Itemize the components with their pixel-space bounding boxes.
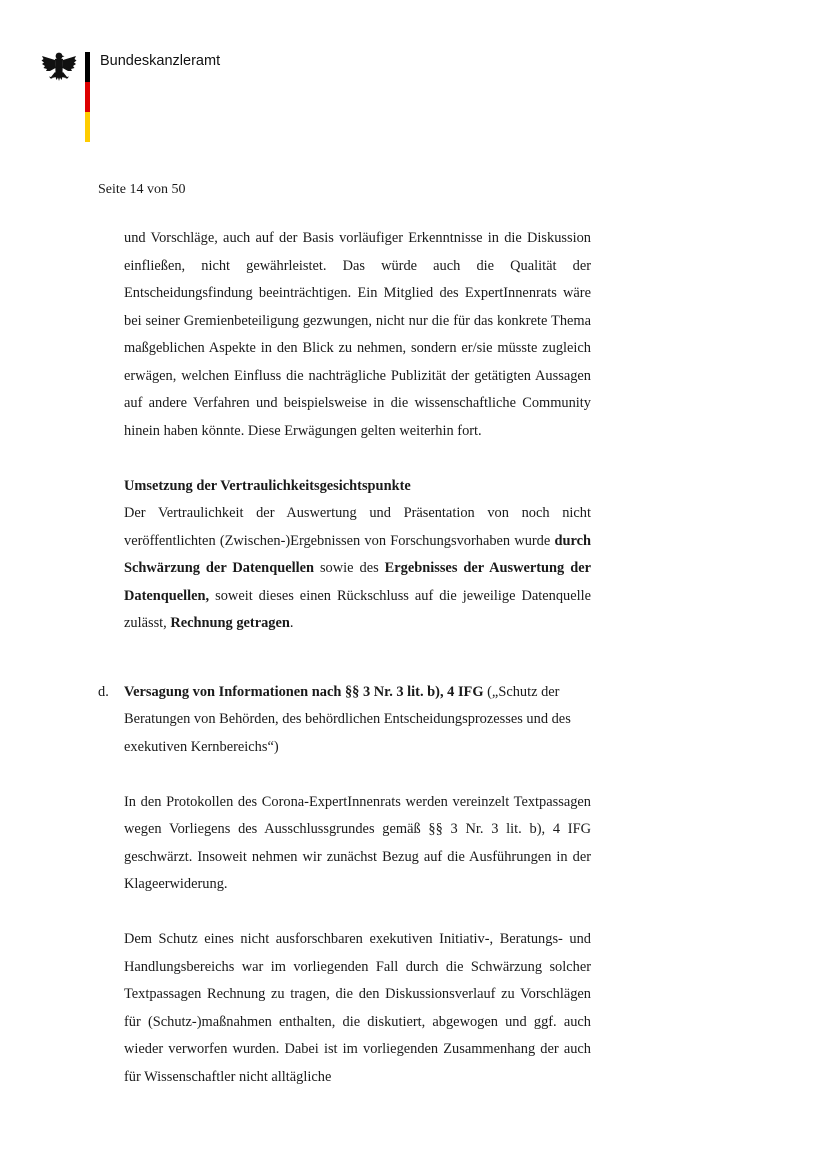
organization-name: Bundeskanzleramt bbox=[100, 53, 221, 69]
text-segment: („Schutz der Beratungen von Behörden, des behördlichen Entscheidungsprozesses und des exekutiven Kernbereichs“) bbox=[124, 683, 571, 755]
paragraph-4: Dem Schutz eines nicht ausforschbaren exekutiven Initiativ-, Beratungs- und Handlungsbereichs war im vorliegenden Fall durch die Schwärzung solcher Textpassagen Rechnung zu tragen, die den Diskussionsverlauf zu Vorschlägen für (Schutz-)maßnahmen enthalten, die diskutiert, abgewogen und ggf. auch wieder verworfen wurden. Dabei ist im vorliegenden Zusammenhang der auch für Wissenschaftler nicht alltägliche bbox=[124, 931, 591, 1085]
paragraph-3: In den Protokollen des Corona-ExpertInnenrats werden vereinzelt Textpassagen wegen Vorliegens des Ausschlussgrundes gemäß §§ 3 Nr. 3 lit. b), 4 IFG geschwärzt. Insoweit nehmen wir zunächst Bezug auf die Ausführungen in der Klageerwiderung. bbox=[124, 793, 591, 892]
paragraph-2 bbox=[124, 500, 591, 638]
list-item-d bbox=[98, 679, 591, 762]
federal-eagle-icon bbox=[40, 50, 78, 91]
paragraph-1: und Vorschläge, auch auf der Basis vorläufiger Erkenntnisse in die Diskussion einfließen, nicht gewährleistet. Das würde auch die Qualität der Entscheidungsfindung beeinträchtigen. Ein Mitglied des ExpertInnenrats wäre bei seiner Gremienbeteiligung gezwungen, nicht nur die für das konkrete Thema maßgeblichen Aspekte in den Blick zu nehmen, sondern er/sie müsste zugleich erwägen, welchen Einfluss die nachträgliche Publizität der getätigten Aussagen auf andere Verfahren und beispielsweise in die wissenschaftliche Community hinein haben könnte. Diese Erwägungen gelten weiterhin fort. bbox=[124, 230, 591, 439]
text-segment: soweit dieses einen Rückschluss auf die jeweilige Datenquelle zulässt, bbox=[124, 587, 591, 631]
flag-bar bbox=[85, 52, 90, 142]
document-body bbox=[98, 225, 591, 1091]
bold-segment: Versagung von Informationen nach §§ 3 Nr. 3 lit. b), 4 IFG bbox=[124, 683, 484, 700]
bold-segment: Rechnung getragen bbox=[170, 615, 290, 631]
section-heading: Umsetzung der Vertraulichkeitsgesichtspunkte bbox=[124, 477, 411, 494]
list-marker: d. bbox=[98, 683, 109, 700]
item-d-heading bbox=[124, 679, 591, 762]
flag-stripe-red bbox=[85, 82, 90, 112]
flag-stripe-black bbox=[85, 52, 90, 82]
bold-segment: Ergebnisses der Auswertung der Datenquellen, bbox=[124, 560, 591, 604]
bold-segment: durch Schwärzung der Datenquellen bbox=[124, 532, 591, 576]
page-number: Seite 14 von 50 bbox=[98, 182, 186, 197]
text-segment: . bbox=[289, 615, 294, 631]
text-segment: sowie des bbox=[313, 560, 385, 576]
text-segment: Der Vertraulichkeit der Auswertung und Präsentation von noch nicht veröffentlichten (Zwischen-)Ergebnissen von Forschungsvorhaben wurde bbox=[124, 505, 591, 549]
flag-stripe-gold bbox=[85, 112, 90, 142]
